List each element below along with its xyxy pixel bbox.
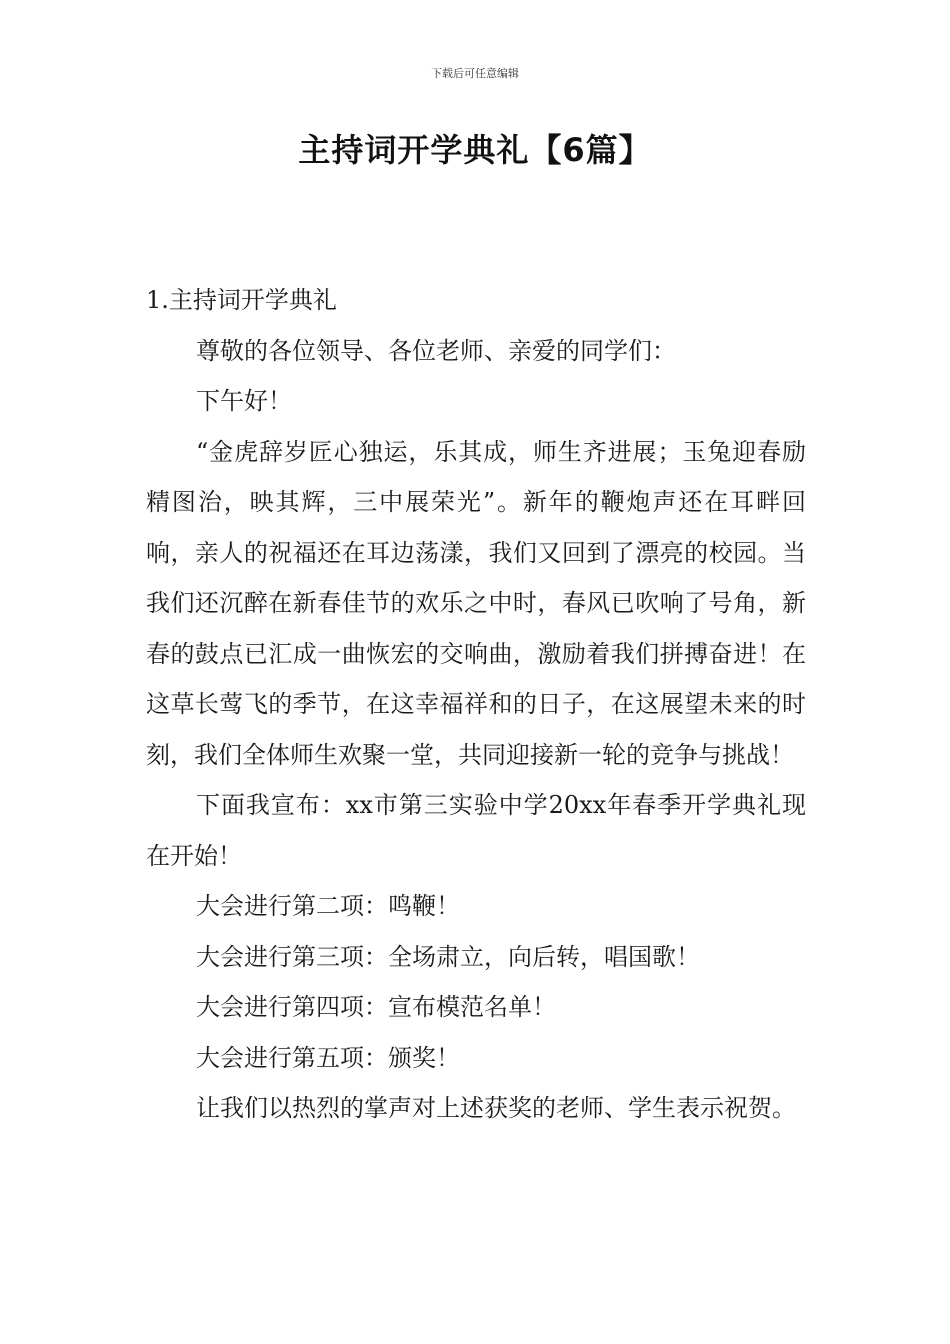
paragraph-greeting: 尊敬的各位领导、各位老师、亲爱的同学们： bbox=[196, 336, 676, 365]
document-title: 主持词开学典礼【6篇】 bbox=[298, 131, 652, 169]
section-heading: 1.主持词开学典礼 bbox=[146, 286, 337, 314]
document-body bbox=[146, 275, 806, 1134]
paragraph-item-four: 大会进行第四项：宣布模范名单！ bbox=[196, 993, 556, 1021]
paragraph-item-two: 大会进行第二项：鸣鞭！ bbox=[196, 892, 460, 920]
paragraph-congratulations: 让我们以热烈的掌声对上述获奖的老师、学生表示祝贺。 bbox=[196, 1094, 796, 1122]
header-note: 下载后可任意编辑 bbox=[431, 67, 519, 80]
paragraph-item-three: 大会进行第三项：全场肃立，向后转，唱国歌！ bbox=[196, 942, 700, 971]
paragraph-announcement: 下面我宣布：xx市第三实验中学20xx年春季开学典礼现在开始！ bbox=[146, 791, 806, 870]
paragraph-good-afternoon: 下午好！ bbox=[196, 387, 292, 415]
paragraph-item-five: 大会进行第五项：颁奖！ bbox=[196, 1043, 460, 1072]
paragraph-opening-speech: “金虎辞岁匠心独运，乐其成，师生齐进展；玉兔迎春励精图治，映其辉，三中展荣光”。新年的鞭炮声还在耳畔回响，亲人的祝福还在耳边荡漾，我们又回到了漂亮的校园。当我们还沉醉在新春佳节的欢乐之中时，春风已吹响了号角，新春的鼓点已汇成一曲恢宏的交响曲，激励着我们拼搏奋进！在这草长莺飞的季节，在这幸福祥和的日子，在这展望未来的时刻，我们全体师生欢聚一堂，共同迎接新一轮的竞争与挑战！ bbox=[146, 437, 806, 769]
